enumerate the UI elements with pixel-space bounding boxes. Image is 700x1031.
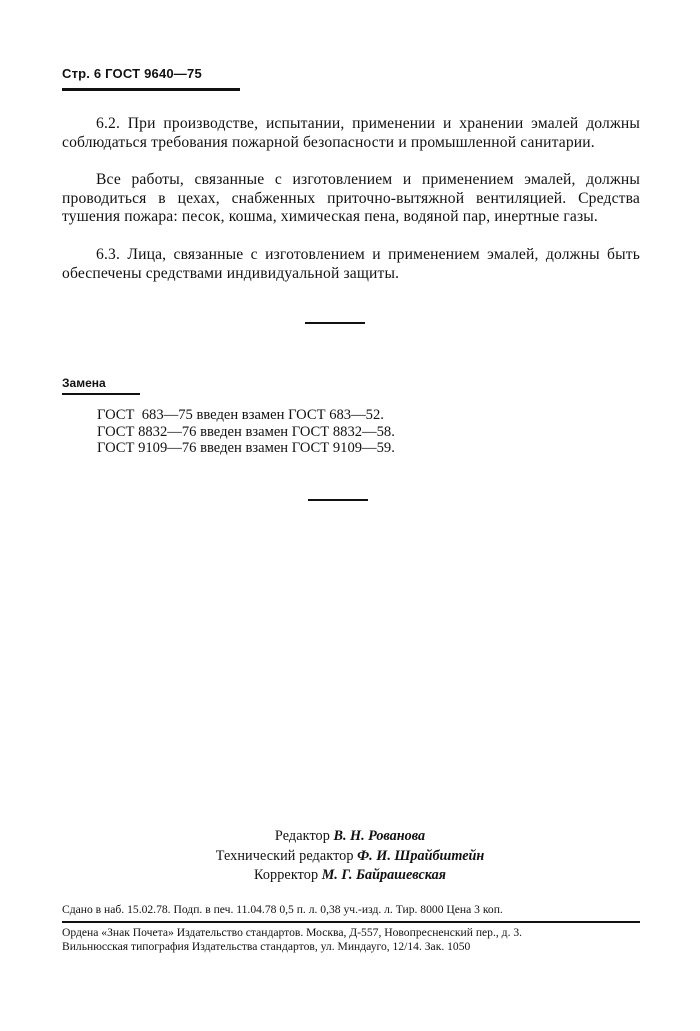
section-divider [305, 322, 365, 324]
replacement-list [97, 407, 395, 457]
credit-name: В. Н. Рованова [333, 828, 426, 844]
print-info-rule [62, 921, 640, 923]
print-info-line: Сдано в наб. 15.02.78. Подп. в печ. 11.04.78 0,5 п. л. 0,38 уч.-изд. л. Тир. 8000 Цена 3 коп. [62, 903, 503, 916]
credit-corrector [62, 866, 638, 886]
credit-role: Корректор [254, 867, 319, 883]
replacement-item: ГОСТ 683—75 введен взамен ГОСТ 683—52. [97, 407, 384, 423]
credit-role: Технический редактор [215, 847, 354, 864]
page-header: Стр. 6 ГОСТ 9640—75 [62, 66, 202, 81]
replacement-item: ГОСТ 9109—76 введен взамен ГОСТ 9109—59. [97, 440, 395, 456]
printer-line: Вильнюсская типография Издательства стандартов, ул. Миндауго, 12/14. Зак. 1050 [62, 940, 471, 953]
replacement-heading-rule [62, 393, 140, 395]
section-divider [308, 499, 368, 501]
credit-role: Редактор [274, 828, 330, 844]
credit-tech-editor [62, 847, 638, 867]
paragraph-6-3: 6.3. Лица, связанные с изготовлением и применением эмалей, должны быть обеспечены средствами индивидуальной защиты. [62, 246, 640, 282]
credit-name: Ф. И. Шрайбштейн [357, 847, 485, 864]
credits-block [62, 827, 638, 886]
replacement-heading: Замена [62, 376, 106, 390]
credit-editor [62, 827, 638, 847]
replacement-item: ГОСТ 8832—76 введен взамен ГОСТ 8832—58. [97, 423, 395, 440]
paragraph-works: Все работы, связанные с изготовлением и применением эмалей, должны проводиться в цехах, снабженных приточно-вытяжной вентиляцией. Средства тушения пожара: песок, кошма, химическая пена, водяной пар, инертные газы. [62, 171, 640, 226]
publisher-line: Ордена «Знак Почета» Издательство стандартов. Москва, Д-557, Новопресненский пер., д. 3. [62, 926, 523, 939]
credit-name: М. Г. Байрашевская [321, 867, 446, 883]
header-rule [62, 88, 240, 91]
paragraph-6-2: 6.2. При производстве, испытании, применении и хранении эмалей должны соблюдаться требования пожарной безопасности и промышленной санитарии. [62, 115, 640, 151]
